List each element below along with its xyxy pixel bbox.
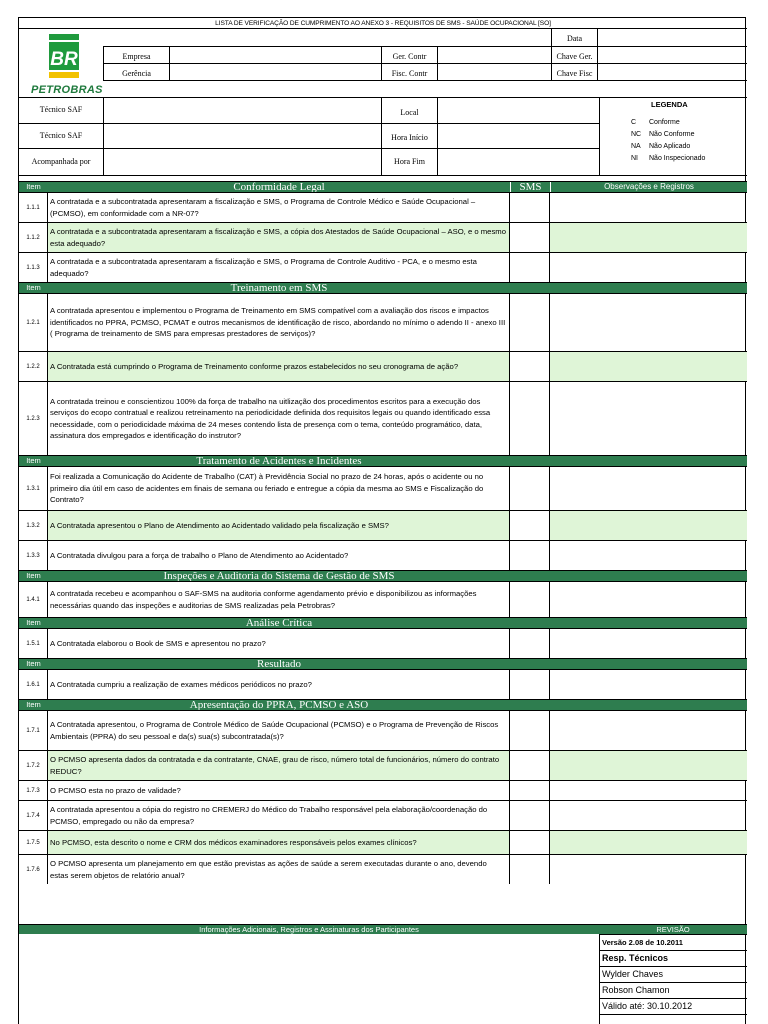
revision-blank (599, 1014, 747, 1024)
checklist-sheet (18, 17, 746, 1024)
item-number: 1.1.2 (19, 223, 48, 252)
question-label: A contratada e a subcontratada apresentaram a fiscalização e SMS, o Programa de Controle Médico e Saúde Ocupacional – (PCMSO), em conformidade com a NR-07? (50, 197, 476, 218)
section-title: Resultado (257, 658, 301, 670)
legend-label: Conforme (649, 119, 680, 126)
item-number: 1.7.3 (19, 781, 48, 800)
question-label: O PCMSO apresenta um planejamento em que estão previstas as ações de saúde a serem executadas durante o ano, devendo estas serem objetos de relatório anual? (50, 859, 487, 880)
section-header (19, 181, 747, 192)
observation-cell[interactable] (550, 751, 747, 780)
section-title: Conformidade Legal (233, 181, 325, 193)
question-text (48, 223, 510, 252)
question-text (48, 855, 510, 884)
footer-info-title: Informações Adicionais, Registros e Assinaturas dos Participantes (199, 925, 419, 934)
empresa-field[interactable] (170, 47, 380, 63)
observation-cell[interactable] (550, 711, 747, 750)
item-number: 1.2.2 (19, 352, 48, 381)
checklist-row (19, 628, 747, 658)
section-title: Inspeções e Auditoria do Sistema de Gestão de SMS (163, 570, 395, 582)
checklist-row (19, 466, 747, 510)
question-text (48, 670, 510, 699)
sms-status-cell[interactable] (510, 541, 550, 570)
question-text (48, 781, 510, 800)
section-title: Treinamento em SMS (230, 282, 328, 294)
question-label: A Contratada elaborou o Book de SMS e apresentou no prazo? (50, 638, 266, 648)
observation-cell[interactable] (550, 801, 747, 830)
item-number: 1.1.1 (19, 193, 48, 222)
version-text: Versão 2.08 de 10.2011 (599, 934, 747, 950)
sms-status-cell[interactable] (510, 352, 550, 381)
item-number: 1.7.4 (19, 801, 48, 830)
question-text (48, 511, 510, 540)
legend-item (631, 155, 705, 162)
checklist-row (19, 510, 747, 540)
observation-cell[interactable] (550, 253, 747, 282)
question-text (48, 294, 510, 351)
observation-cell[interactable] (550, 629, 747, 658)
data-label: Data (566, 34, 583, 43)
item-number: 1.2.3 (19, 382, 48, 455)
question-text (48, 582, 510, 617)
item-number: 1.2.1 (19, 294, 48, 351)
observation-cell[interactable] (550, 294, 747, 351)
observation-cell[interactable] (550, 670, 747, 699)
observation-cell[interactable] (550, 467, 747, 510)
question-text (48, 629, 510, 658)
checklist-row (19, 581, 747, 617)
item-number: 1.3.1 (19, 467, 48, 510)
checklist-row (19, 192, 747, 222)
question-label: A contratada e a subcontratada apresentaram a fiscalização e SMS, a cópia dos Atestados de Saúde Ocupacional – ASO, e o mesmo esta adequado? (50, 227, 506, 248)
checklist-row (19, 854, 747, 884)
ger-contr-field[interactable] (438, 47, 551, 63)
checklist-row (19, 381, 747, 455)
sms-status-cell[interactable] (510, 253, 550, 282)
section-header (19, 658, 747, 669)
item-number: 1.3.3 (19, 541, 48, 570)
petrobras-logo (21, 32, 103, 98)
item-number: 1.7.2 (19, 751, 48, 780)
legend-item (631, 143, 690, 150)
question-label: O PCMSO esta no prazo de validade? (50, 785, 181, 795)
sms-status-cell[interactable] (510, 751, 550, 780)
acompanhada-por-label: Acompanhada por (31, 157, 91, 166)
data-field[interactable] (598, 30, 746, 46)
section-title: Tratamento de Acidentes e Incidentes (196, 455, 362, 467)
question-text (48, 801, 510, 830)
empresa-label: Empresa (122, 52, 151, 61)
observation-cell[interactable] (550, 831, 747, 854)
section-header (19, 699, 747, 710)
legend-item (631, 119, 680, 126)
legend-code: NA (631, 143, 641, 150)
checklist-row (19, 351, 747, 381)
observation-cell[interactable] (550, 781, 747, 800)
sms-status-cell[interactable] (510, 511, 550, 540)
question-text (48, 352, 510, 381)
question-text (48, 382, 510, 455)
item-number: 1.3.2 (19, 511, 48, 540)
question-text (48, 193, 510, 222)
document-title: LISTA DE VERIFICAÇÃO DE CUMPRIMENTO AO ANEXO 3 - REQUISITOS DE SMS - SAÚDE OCUPACIONAL [SO] (19, 18, 747, 29)
question-text (48, 751, 510, 780)
item-number: 1.7.5 (19, 831, 48, 854)
hora-fim-field[interactable] (438, 149, 599, 175)
observation-cell[interactable] (550, 582, 747, 617)
logo-mark: BR (50, 49, 78, 70)
question-label: A contratada apresentou e implementou o Programa de Treinamento em SMS compatível com a avaliação dos riscos e impactos identificados no PPRA, PCMSO, PCMAT e outros mecanismos de identificação de risco, abordando no mínimo o adendo II - anexo III ( Programa de treinamento de SMS para empresas prestadores de serviços)? (50, 306, 506, 339)
sms-status-cell[interactable] (510, 831, 550, 854)
checklist-row (19, 830, 747, 854)
fisc-contr-label: Fisc. Contr (391, 69, 428, 78)
question-text (48, 467, 510, 510)
tecnico-saf-label-1: Técnico SAF (39, 105, 83, 114)
hora-inicio-label: Hora Início (391, 133, 428, 142)
resp-tecnico-2: Robson Chamon (599, 982, 747, 998)
item-column-label: Item (26, 618, 41, 627)
observation-cell[interactable] (550, 511, 747, 540)
question-label: A Contratada apresentou, o Programa de Controle Médico de Saúde Ocupacional (PCMSO) e o Programa de Prevenção de Riscos Ambientais (PPRA) do seu pessoal e da(s) sua(s) subcontratada(s)? (50, 720, 499, 741)
question-label: Foi realizada a Comunicação do Acidente de Trabalho (CAT) à Previdência Social no prazo de 24 horas, após o acidente ou no primeiro dia útil em caso de acidentes em finais de semana ou feriado e entregue a cópia da mesma ao SMS e Fiscalização do Contrato? (50, 472, 484, 505)
section-header (19, 617, 747, 628)
checklist-row (19, 800, 747, 830)
legend-code: NC (631, 131, 642, 138)
local-label: Local (400, 108, 419, 117)
item-column-label: Item (26, 456, 41, 465)
sms-status-cell[interactable] (510, 467, 550, 510)
resp-tecnicos-label: Resp. Técnicos (599, 950, 747, 966)
hora-inicio-field[interactable] (438, 124, 599, 148)
item-column-label: Item (26, 182, 41, 191)
question-text (48, 831, 510, 854)
acompanhada-por-field[interactable] (104, 149, 381, 175)
observation-cell[interactable] (550, 855, 747, 884)
sms-status-cell[interactable] (510, 781, 550, 800)
question-label: A contratada e a subcontratada apresentaram a fiscalização e SMS, o Programa de Controle Auditivo - PCA, e o mesmo esta adequado? (50, 257, 477, 278)
item-column-label: Item (26, 571, 41, 580)
item-column-label: Item (26, 700, 41, 709)
checklist-row (19, 780, 747, 800)
legend-code: NI (631, 155, 638, 162)
question-label: A Contratada apresentou o Plano de Atendimento ao Acidentado validado pela fiscalização e SMS? (50, 520, 389, 530)
tecnico-saf-field-2[interactable] (104, 124, 381, 148)
item-number: 1.7.1 (19, 711, 48, 750)
section-title: Análise Crítica (245, 617, 313, 629)
question-text (48, 253, 510, 282)
chave-fisc-field[interactable] (598, 64, 746, 80)
legend-item (631, 131, 695, 138)
checklist-row (19, 540, 747, 570)
section-title: Apresentação do PPRA, PCMSO e ASO (189, 699, 369, 711)
observation-cell[interactable] (550, 541, 747, 570)
section-header (19, 570, 747, 581)
question-label: A Contratada divulgou para a força de trabalho o Plano de Atendimento ao Acidentado? (50, 550, 349, 560)
sms-status-cell[interactable] (510, 382, 550, 455)
sms-status-cell[interactable] (510, 629, 550, 658)
signatures-area[interactable] (19, 935, 599, 1024)
gerencia-label: Gerência (122, 69, 151, 78)
question-label: A contratada apresentou a cópia do registro no CREMERJ do Médico do Trabalho responsável pela elaboração/coordenação do PCMSO, empregado ou não da empresa? (50, 805, 488, 826)
item-number: 1.6.1 (19, 670, 48, 699)
item-column-label: Item (26, 283, 41, 292)
item-number: 1.5.1 (19, 629, 48, 658)
sms-status-cell[interactable] (510, 711, 550, 750)
logo-name: PETROBRAS (31, 84, 103, 96)
sms-status-cell[interactable] (510, 294, 550, 351)
question-label: No PCMSO, esta descrito o nome e CRM dos médicos examinadores responsáveis pelos exames clínicos? (50, 837, 417, 847)
legend-title: LEGENDA (651, 100, 688, 109)
tecnico-saf-label-2: Técnico SAF (39, 131, 83, 140)
observation-cell[interactable] (550, 223, 747, 252)
question-text (48, 711, 510, 750)
item-number: 1.4.1 (19, 582, 48, 617)
question-label: O PCMSO apresenta dados da contratada e da contratante, CNAE, grau de risco, número total de funcionários, número do contrato REDUC? (50, 755, 500, 776)
obs-column-label: Observações e Registros (550, 182, 747, 192)
question-label: A Contratada está cumprindo o Programa de Treinamento conforme prazos estabelecidos no seu cronograma de ação? (50, 361, 459, 371)
section-header (19, 282, 747, 293)
sms-column-label: SMS (510, 182, 550, 192)
checklist-row (19, 710, 747, 750)
hora-fim-label: Hora Fim (394, 157, 425, 166)
section-header (19, 455, 747, 466)
question-label: A contratada recebeu e acompanhou o SAF-SMS na auditoria conforme agendamento prévio e disponibilizou as informações necessárias quando das inspeções e auditorias de SMS realizadas pela Petrobras? (50, 589, 477, 610)
legend-code: C (631, 119, 637, 126)
br-logo-icon (21, 32, 103, 84)
checklist-row (19, 222, 747, 252)
footer-header (19, 924, 747, 934)
checklist-row (19, 293, 747, 351)
sms-status-cell[interactable] (510, 193, 550, 222)
sms-status-cell[interactable] (510, 582, 550, 617)
sms-status-cell[interactable] (510, 223, 550, 252)
fisc-contr-field[interactable] (438, 64, 551, 80)
local-field[interactable] (438, 98, 599, 123)
chave-fisc-label: Chave Fisc (556, 69, 593, 78)
resp-tecnico-1: Wylder Chaves (599, 966, 747, 982)
tecnico-saf-field-1[interactable] (104, 98, 381, 123)
item-number: 1.7.6 (19, 855, 48, 884)
item-number: 1.1.3 (19, 253, 48, 282)
item-column-label: Item (26, 659, 41, 668)
legend-label: Não Aplicado (649, 143, 691, 150)
chave-ger-field[interactable] (598, 47, 746, 63)
legend-label: Não Conforme (649, 131, 695, 138)
observation-cell[interactable] (550, 193, 747, 222)
observation-cell[interactable] (550, 352, 747, 381)
chave-ger-label: Chave Ger. (556, 52, 593, 61)
question-label: A contratada treinou e conscientizou 100% da força de trabalho na uitlização dos procedimentos escritos para a execução dos serviços do ecopo contratual e realizou retreinamento na periodicidade definida dos requisitos legais ou quando identificado essa necessidade, com o periodicidade máxima de 24 meses contendo lista de presença com o tema, conteúdo programático, data, assinatura dos empregados e identificação do instrutor? (50, 396, 491, 440)
valid-until: Válido até: 30.10.2012 (599, 998, 747, 1014)
gerencia-field[interactable] (170, 64, 380, 80)
checklist-row (19, 750, 747, 780)
sms-status-cell[interactable] (510, 855, 550, 884)
observation-cell[interactable] (550, 382, 747, 455)
checklist-row (19, 252, 747, 282)
question-label: A Contratada cumpriu a realização de exames médicos periódicos no prazo? (50, 679, 312, 689)
ger-contr-label: Ger. Contr (392, 52, 427, 61)
legend-label: Não Inspecionado (649, 155, 706, 162)
question-text (48, 541, 510, 570)
revision-title: REVISÃO (656, 925, 690, 934)
sms-status-cell[interactable] (510, 670, 550, 699)
sms-status-cell[interactable] (510, 801, 550, 830)
checklist-row (19, 669, 747, 699)
